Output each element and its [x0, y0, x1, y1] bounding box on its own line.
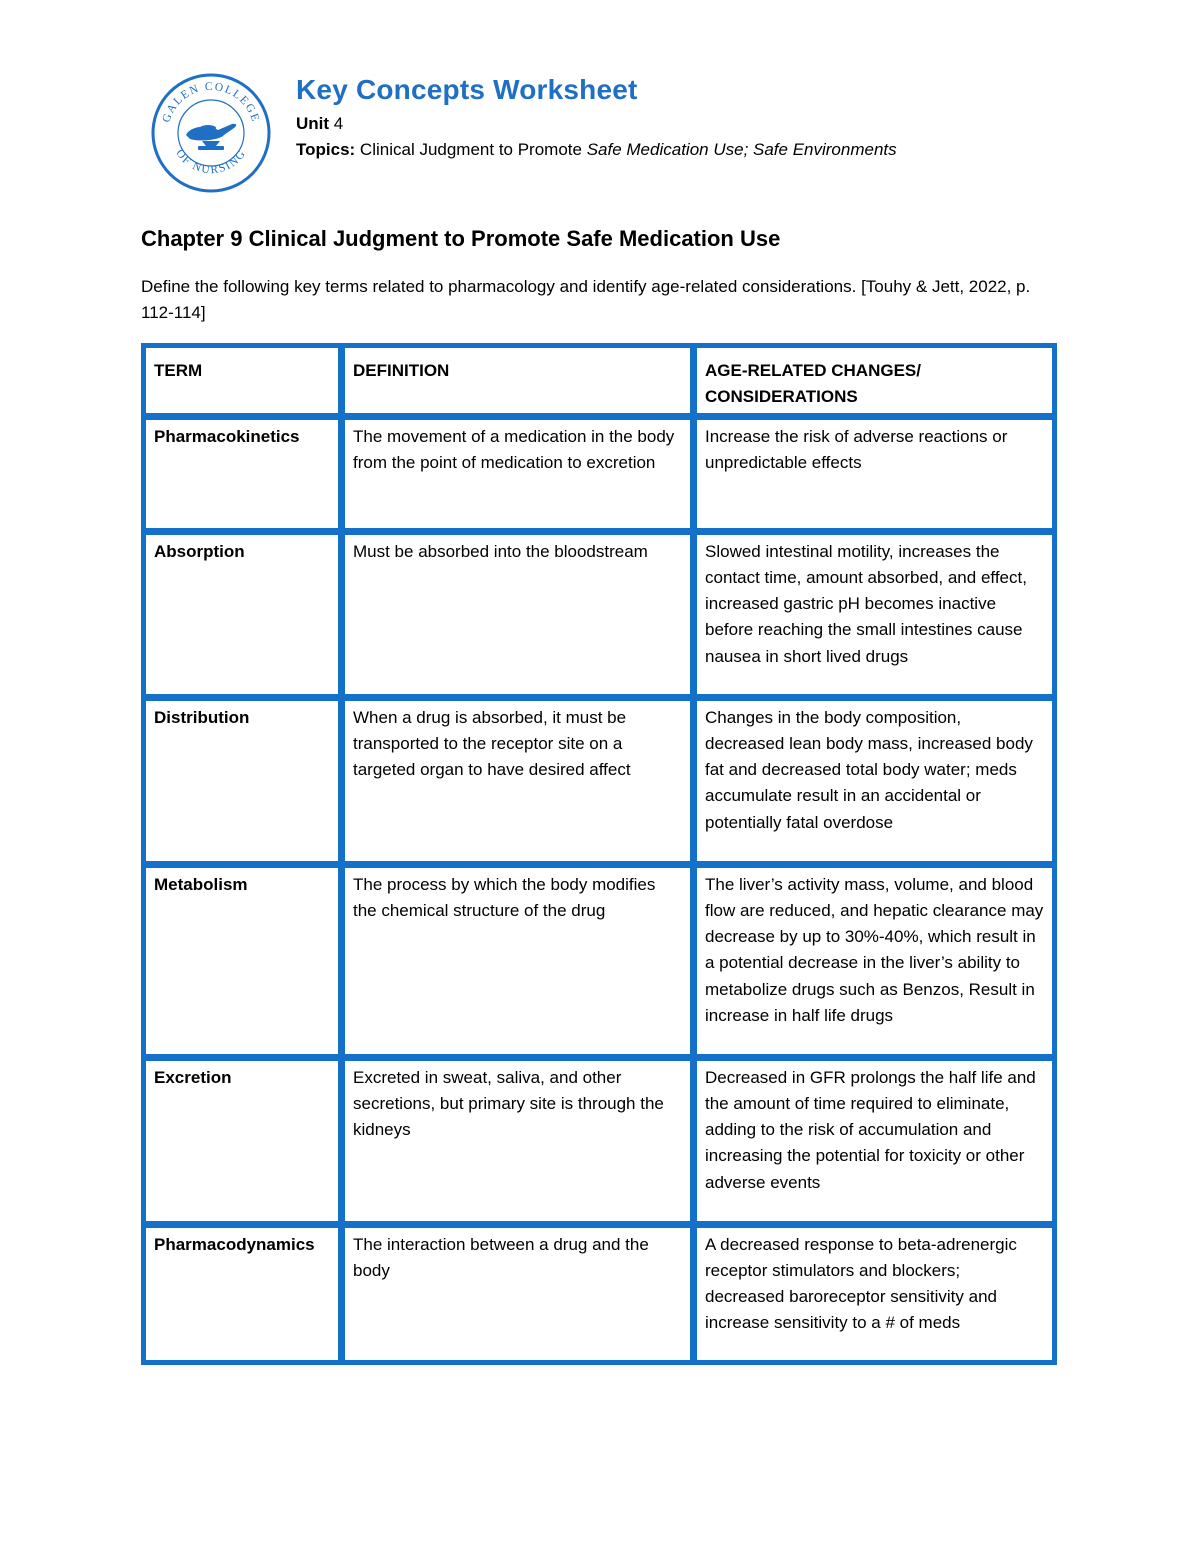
topics-line: [296, 140, 897, 160]
definition-cell: The process by which the body modifies the chemical structure of the drug: [345, 861, 697, 1054]
topics-italic: Safe Medication Use; Safe Environments: [586, 140, 897, 159]
term-cell: Pharmacokinetics: [146, 413, 345, 528]
table-row: [146, 694, 1052, 861]
table-row: [146, 1054, 1052, 1221]
table-row: [146, 861, 1052, 1054]
definition-cell: The movement of a medication in the body from the point of medication to excretion: [345, 413, 697, 528]
header-term: TERM: [146, 348, 345, 413]
logo-text-bottom: OF NURSING: [173, 147, 249, 177]
topics-plain: Clinical Judgment to Promote: [359, 140, 582, 159]
considerations-cell: Increase the risk of adverse reactions or unpredictable effects: [697, 413, 1052, 528]
term-cell: Metabolism: [146, 861, 345, 1054]
term-cell: Pharmacodynamics: [146, 1221, 345, 1361]
college-logo: [150, 72, 272, 194]
logo-text-top: GALEN COLLEGE: [160, 80, 262, 125]
table-row: [146, 1221, 1052, 1361]
header-definition: DEFINITION: [345, 348, 697, 413]
unit-label: Unit: [296, 114, 330, 133]
term-cell: Absorption: [146, 528, 345, 694]
lamp-icon: [186, 124, 236, 150]
unit-line: [296, 114, 343, 134]
considerations-cell: Decreased in GFR prolongs the half life and the amount of time required to eliminate, adding to the risk of accumulation and increasing the potential for toxicity or other adverse events: [697, 1054, 1052, 1221]
considerations-cell: Slowed intestinal motility, increases the contact time, amount absorbed, and effect, increased gastric pH becomes inactive before reaching the small intestines cause nausea in short lived drugs: [697, 528, 1052, 694]
chapter-heading: Chapter 9 Clinical Judgment to Promote Safe Medication Use: [141, 226, 781, 251]
considerations-cell: A decreased response to beta-adrenergic receptor stimulators and blockers; decreased baroreceptor sensitivity and increase sensitivity to a # of meds: [697, 1221, 1052, 1361]
table-header-row: [146, 348, 1052, 413]
definition-cell: Must be absorbed into the bloodstream: [345, 528, 697, 694]
considerations-cell: Changes in the body composition, decreased lean body mass, increased body fat and decreased total body water; meds accumulate result in an accidental or potentially fatal overdose: [697, 694, 1052, 861]
instructions: Define the following key terms related to pharmacology and identify age-related considerations. [Touhy & Jett, 2022, p. 112-114]: [141, 277, 1031, 322]
svg-text:OF NURSING: [173, 147, 248, 176]
key-terms-table: [141, 343, 1057, 1365]
considerations-cell: The liver’s activity mass, volume, and blood flow are reduced, and hepatic clearance may decrease by up to 30%-40%, which result in a potential decrease in the liver’s ability to metabolize drugs such as Benzos, Result in increase in half life drugs: [697, 861, 1052, 1054]
header-considerations: AGE-RELATED CHANGES/ CONSIDERATIONS: [705, 361, 921, 407]
definition-cell: The interaction between a drug and the body: [345, 1221, 697, 1361]
definition-cell: When a drug is absorbed, it must be transported to the receptor site on a targeted organ to have desired affect: [345, 694, 697, 861]
definition-cell: Excreted in sweat, saliva, and other secretions, but primary site is through the kidneys: [345, 1054, 697, 1221]
topics-label: Topics:: [296, 140, 356, 159]
table-row: [146, 528, 1052, 694]
unit-value: 4: [333, 114, 344, 133]
term-cell: Distribution: [146, 694, 345, 861]
worksheet-title: Key Concepts Worksheet: [296, 74, 638, 105]
term-cell: Excretion: [146, 1054, 345, 1221]
table-row: [146, 413, 1052, 528]
